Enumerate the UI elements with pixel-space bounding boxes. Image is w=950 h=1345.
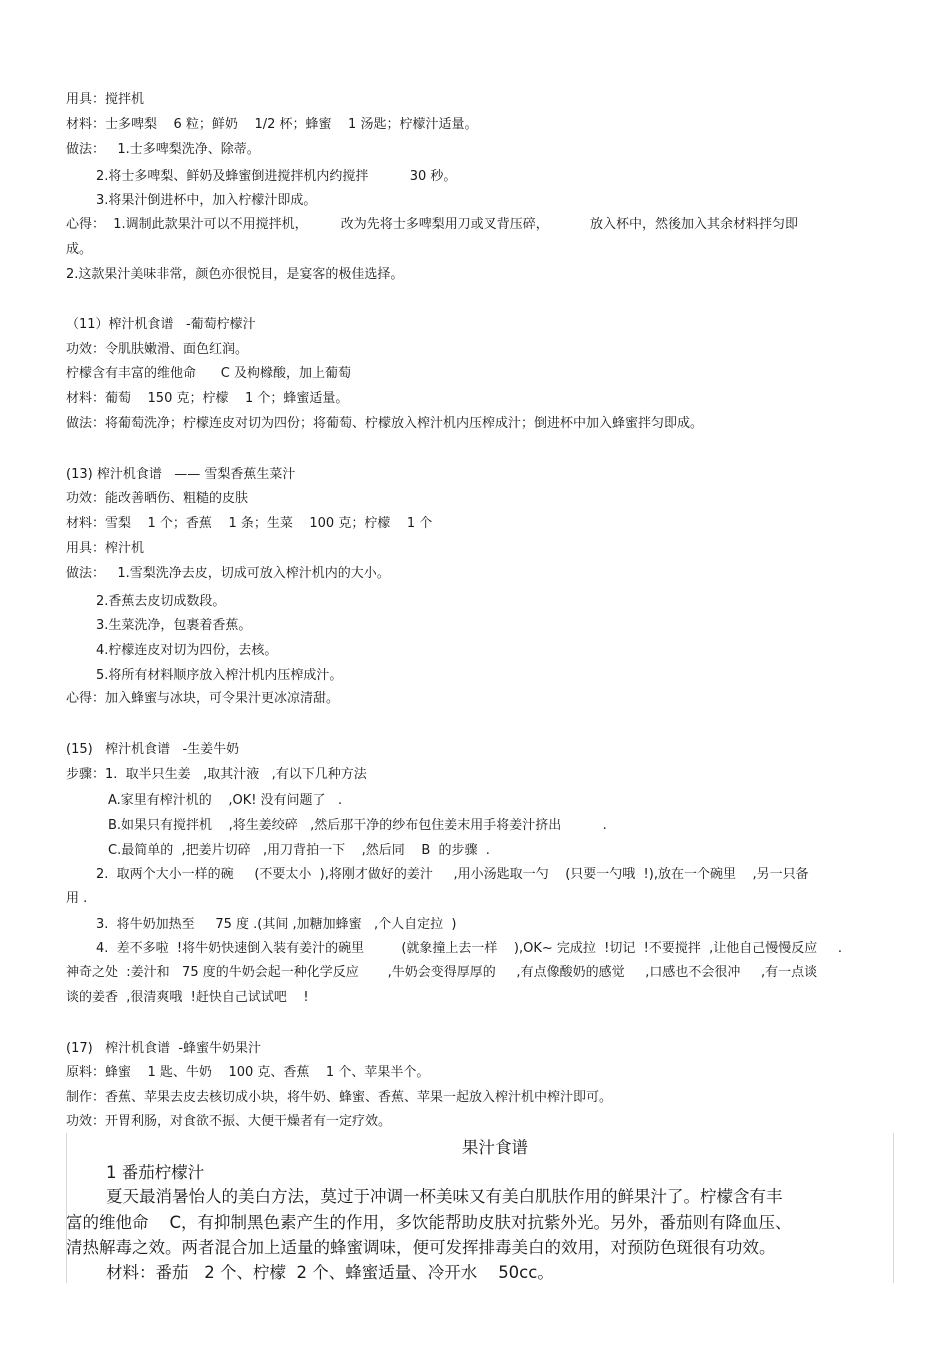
materials-line: 材料：士多啤梨 6 粒；鲜奶 1/2 杯；蜂蜜 1 汤匙；柠檬汁适量。: [66, 117, 478, 132]
step-4-line-cont-2: 谈的姜香 ,很清爽哦 !赶快自己试试吧 !: [66, 990, 309, 1005]
tool-line: 用具：搅拌机: [66, 92, 145, 107]
method-step-2: 2.将士多啤梨、鲜奶及蜂蜜倒进搅拌机内约搅拌 30 秒。: [96, 169, 457, 184]
method-step-5: 5.将所有材料顺序放入榨汁机内压榨成汁。: [96, 668, 343, 683]
recipe-title-15: (15) 榨汁机食谱 -生姜牛奶: [66, 742, 240, 757]
effect-line: 功效：开胃利肠，对食欲不振、大便干燥者有一定疗效。: [66, 1114, 392, 1129]
option-c-line: C.最简单的 ,把姜片切碎 ,用刀背拍一下 ,然后同 B 的步骤 .: [108, 843, 490, 858]
method-step-1: 做法： 1.士多啤梨洗净、除蒂。: [66, 142, 260, 157]
paragraph-line-1: 夏天最消暑怡人的美白方法，莫过于冲调一杯美味又有美白肌肤作用的鲜果汁了。柠檬含有丰: [106, 1187, 783, 1206]
recipe-title-13: (13) 榨汁机食谱 —— 雪梨香蕉生菜汁: [66, 467, 296, 482]
method-line: 制作：香蕉、苹果去皮去核切成小块，将牛奶、蜂蜜、香蕉、苹果一起放入榨汁机中榨汁即可。: [66, 1090, 613, 1105]
recipe-title-11: （11）榨汁机食谱 -葡萄柠檬汁: [66, 317, 256, 332]
tip-line-1-cont: 成。: [66, 242, 93, 257]
tip-line-2: 2.这款果汁美味非常，颜色亦很悦目，是宴客的极佳选择。: [66, 267, 404, 282]
step-1-line: 步骤：1. 取半只生姜 ,取其汁液 ,有以下几种方法: [66, 767, 367, 782]
method-step-4: 4.柠檬连皮对切为四份，去核。: [96, 643, 278, 658]
method-step-1: 做法： 1.雪梨洗净去皮，切成可放入榨汁机内的大小。: [66, 566, 390, 581]
tip-line-1: 心得： 1.调制此款果汁可以不用搅拌机， 改为先将士多啤梨用刀或叉背压碎， 放入杯中，然後加入其余材料拌匀即: [66, 217, 799, 232]
tip-line: 心得：加入蜂蜜与冰块，可令果汁更冰凉清甜。: [66, 691, 340, 706]
method-step-2: 2.香蕉去皮切成数段。: [96, 594, 226, 609]
step-2-line: 2. 取两个大小一样的碗 (不要太小 ),将刚才做好的姜汁 ,用小汤匙取一勺 (只要一勺哦 !),放在一个碗里 ,另一只备: [96, 867, 809, 882]
method-line: 做法：将葡萄洗净；柠檬连皮对切为四份；将葡萄、柠檬放入榨汁机内压榨成汁；倒进杯中加入蜂蜜拌匀即成。: [66, 416, 704, 431]
materials-line: 材料：葡萄 150 克；柠檬 1 个；蜂蜜适量。: [66, 391, 349, 406]
step-4-line: 4. 差不多啦 !将牛奶快速倒入装有姜汁的碗里 (就象撞上去一样 ),OK~ 完成拉 !切记 !不要搅拌 ,让他自己慢慢反应 .: [96, 941, 843, 956]
method-step-3: 3.将果汁倒进杯中，加入柠檬汁即成。: [96, 193, 317, 208]
step-4-line-cont: 神奇之处 :姜汁和 75 度的牛奶会起一种化学反应 ,牛奶会变得厚厚的 ,有点像酸奶的感觉 ,口感也不会很冲 ,有一点谈: [66, 965, 818, 980]
paragraph-line-3: 清热解毒之效。两者混合加上适量的蜂蜜调味，便可发挥排毒美白的效用，对预防色斑很有功效。: [66, 1238, 776, 1257]
materials-line: 材料：番茄 2 个、柠檬 2 个、蜂蜜适量、冷开水 50cc。: [106, 1263, 554, 1282]
step-2-line-cont: 用 .: [66, 891, 88, 906]
recipe-title-17: (17) 榨汁机食谱 -蜂蜜牛奶果汁: [66, 1041, 262, 1056]
note-line: 柠檬含有丰富的维他命 C 及枸橼酸，加上葡萄: [66, 366, 352, 381]
recipe-subtitle: 1 番茄柠檬汁: [106, 1163, 205, 1182]
option-a-line: A.家里有榨汁机的 ,OK! 没有问题了 .: [108, 793, 343, 808]
step-3-line: 3. 将牛奶加热至 75 度 .(其间 ,加糖加蜂蜜 ,个人自定拉 ): [96, 917, 457, 932]
option-b-line: B.如果只有搅拌机 ,将生姜绞碎 ,然后那干净的纱布包住姜末用手将姜汁挤出 .: [108, 818, 607, 833]
method-step-3: 3.生菜洗净，包裹着香蕉。: [96, 618, 252, 633]
paragraph-line-2: 富的维他命 C，有抑制黑色素产生的作用，多饮能帮助皮肤对抗紫外光。另外，番茄则有降血压、: [66, 1213, 792, 1232]
materials-line: 原料：蜂蜜 1 匙、牛奶 100 克、香蕉 1 个、苹果半个。: [66, 1065, 430, 1080]
effect-line: 功效：令肌肤嫩滑、面色红润。: [66, 342, 249, 357]
materials-line: 材料：雪梨 1 个；香蕉 1 条；生菜 100 克；柠檬 1 个: [66, 516, 433, 531]
section-heading: 果汁食谱: [462, 1138, 528, 1157]
tool-line: 用具：榨汁机: [66, 541, 145, 556]
effect-line: 功效：能改善晒伤、粗糙的皮肤: [66, 491, 249, 506]
